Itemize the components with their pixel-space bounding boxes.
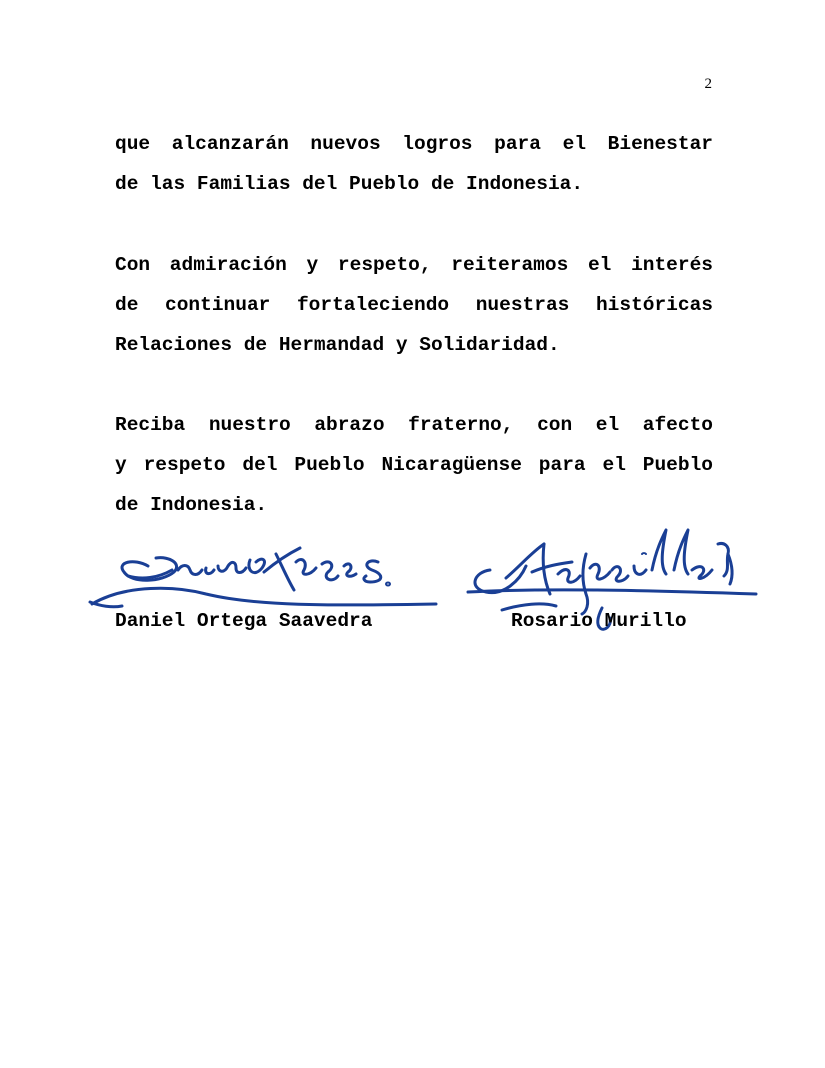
paragraph-line: que alcanzarán nuevos logros para el Bienestar: [115, 133, 713, 155]
paragraph-line: de las Familias del Pueblo de Indonesia.: [115, 173, 584, 195]
paragraph-1: [115, 124, 713, 204]
paragraph-line: de continuar fortaleciendo nuestras históricas: [115, 294, 713, 316]
signatory-name-left: Daniel Ortega Saavedra: [115, 610, 373, 632]
paragraph-2: [115, 245, 713, 365]
paragraph-3: [115, 405, 713, 525]
paragraph-line: y respeto del Pueblo Nicaragüense para el Pueblo: [115, 454, 713, 476]
page-number: 2: [704, 76, 712, 92]
signatory-name-right: Rosario Murillo: [511, 610, 687, 632]
paragraph-line: Relaciones de Hermandad y Solidaridad.: [115, 334, 560, 356]
paragraph-line: de Indonesia.: [115, 494, 268, 516]
paragraph-line: Reciba nuestro abrazo fraterno, con el afecto: [115, 414, 713, 436]
signature-strokes: [90, 548, 436, 607]
paragraph-line: Con admiración y respeto, reiteramos el interés: [115, 254, 713, 276]
